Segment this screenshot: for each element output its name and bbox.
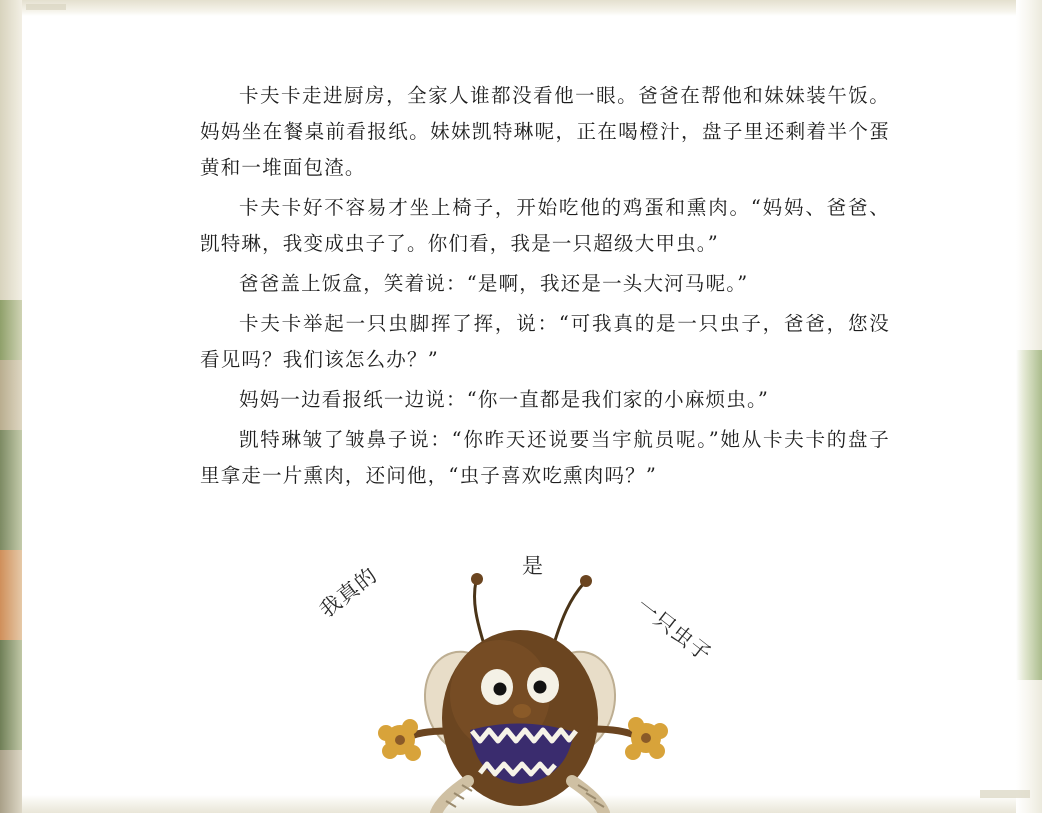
scan-edge-top (0, 0, 1042, 16)
paragraph: 卡夫卡好不容易才坐上椅子，开始吃他的鸡蛋和熏肉。“妈妈、爸爸、凯特琳，我变成虫子了。你们看，我是一只超级大甲虫。” (200, 196, 890, 255)
scan-speck (980, 790, 1030, 798)
story-text (200, 78, 890, 498)
edge-band (0, 750, 22, 813)
handwritten-word-middle: 是 (522, 554, 544, 578)
edge-band (0, 360, 22, 430)
paragraph: 卡夫卡举起一只虫脚挥了挥，说：“可我真的是一只虫子，爸爸，您没看见吗？我们该怎么办？” (200, 312, 890, 371)
paragraph: 卡夫卡走进厨房，全家人谁都没看他一眼。爸爸在帮他和妹妹装午饭。妈妈坐在餐桌前看报纸。妹妹凯特琳呢，正在喝橙汁，盘子里还剩着半个蛋黄和一堆面包渣。 (200, 84, 890, 179)
paragraph: 妈妈一边看报纸一边说：“你一直都是我们家的小麻烦虫。” (239, 388, 770, 411)
edge-band (0, 0, 22, 300)
edge-band (0, 550, 22, 640)
edge-band (0, 430, 22, 550)
scan-edge-right (1016, 0, 1042, 813)
illustration-beetle-boy (300, 535, 750, 813)
edge-band (0, 640, 22, 750)
scan-edge-left (0, 0, 22, 813)
edge-band (0, 300, 22, 360)
handwritten-word-left: 我真的 (315, 562, 383, 623)
paragraph: 凯特琳皱了皱鼻子说：“你昨天还说要当宇航员呢。”她从卡夫卡的盘子里拿走一片熏肉，还问他，“虫子喜欢吃熏肉吗？” (200, 428, 890, 487)
beetle-illustration-svg (300, 535, 750, 813)
paragraph: 爸爸盖上饭盒，笑着说：“是啊，我还是一头大河马呢。” (239, 272, 749, 295)
scan-speck (26, 4, 66, 10)
edge-band (1016, 350, 1042, 680)
handwritten-word-right: 一只虫子 (631, 593, 717, 667)
